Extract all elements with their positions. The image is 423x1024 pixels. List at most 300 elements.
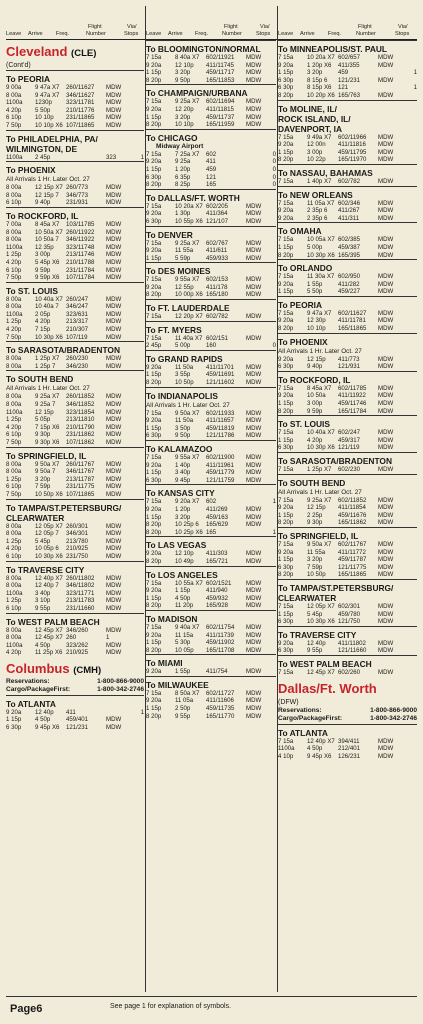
flight-row <box>6 92 144 100</box>
via-airport: MDW <box>246 550 262 558</box>
flight-number: 411/11802 <box>338 639 366 647</box>
leave-time: 8 20p <box>278 156 294 164</box>
flight-number: 260/301 <box>66 522 89 530</box>
arrive-time: 10 00p X6 <box>175 291 203 299</box>
flight-number: 459/11717 <box>206 69 235 77</box>
flight-row <box>6 575 144 583</box>
arrive-time: 10 30p X6 <box>307 251 335 259</box>
via-airport: MDW <box>246 61 262 69</box>
via-airport: MDW <box>378 548 394 556</box>
via-airport: MDW <box>106 545 122 553</box>
contact-phone: 1-800-342-2746 <box>370 715 417 722</box>
arrive-time: 3 40p <box>35 589 51 597</box>
via-airport: MDW <box>106 99 122 107</box>
leave-time: 4 20p <box>6 326 22 334</box>
header-number: Number <box>356 31 376 37</box>
arrive-time: 2 25p <box>307 511 323 519</box>
leave-time: 1 25p <box>6 537 22 545</box>
via-airport: MDW <box>106 582 122 590</box>
arrive-time: 2 35p 6 <box>307 214 328 222</box>
page-footer <box>6 996 417 1018</box>
arrive-time: 9 30p <box>307 519 323 527</box>
leave-time: 6 10p <box>6 266 22 274</box>
arrive-time: 10 50p <box>175 379 194 387</box>
leave-time: 1 15p <box>146 69 162 77</box>
arrive-time: 1 55p <box>307 280 323 288</box>
stops-count <box>404 429 417 437</box>
header-freq: Freq. <box>56 31 70 37</box>
arrive-time: 9 25a X7 <box>307 496 332 504</box>
flight-number: 411/11961 <box>206 461 234 469</box>
arrive-time: 9 50p <box>175 76 191 84</box>
arrive-time: 1 55p <box>175 668 191 676</box>
destination-heading: To KALAMAZOO <box>146 440 276 454</box>
header-col-1 <box>6 6 144 40</box>
stops-count <box>272 454 276 462</box>
flight-row <box>278 549 417 557</box>
leave-time: 1 15p <box>278 610 294 618</box>
destination-heading: To ST. LOUIS <box>278 415 417 429</box>
arrive-time: 7 59p <box>307 563 323 571</box>
arrive-time: 10 25p X6 <box>175 528 203 536</box>
arrive-time: 12 15p <box>307 504 326 512</box>
via-airport: MDW <box>106 483 122 491</box>
via-airport <box>246 342 272 350</box>
leave-time: 9 20a <box>146 210 162 218</box>
stops-count <box>404 134 417 142</box>
flight-number: 411/754 <box>206 668 228 676</box>
destination-heading: To MILWAUKEE <box>146 676 276 690</box>
leave-time: 8 00a <box>6 626 22 634</box>
via-airport: MDW <box>246 54 262 61</box>
flight-number: 459/11819 <box>206 424 235 432</box>
stops-count <box>272 647 276 655</box>
stops-count <box>132 184 144 192</box>
stops-count: 0 <box>272 342 276 350</box>
flight-row <box>146 587 276 595</box>
header-col-2 <box>146 6 276 40</box>
via-airport: MDW <box>378 429 394 437</box>
flight-row <box>146 417 276 425</box>
leave-time: 1 25p <box>6 318 22 326</box>
stops-count <box>272 62 276 70</box>
arrive-time: 11 50a <box>175 417 194 425</box>
stops-count: 1 <box>413 69 417 77</box>
flight-number: 459/11746 <box>338 400 367 408</box>
flight-number: 602/11627 <box>338 309 367 317</box>
stops-count <box>404 244 417 252</box>
arrive-time: 1 40p <box>175 461 191 469</box>
flight-row <box>278 400 417 408</box>
via-airport: MDW <box>246 587 262 595</box>
flight-row <box>278 669 417 677</box>
stops-count <box>132 439 144 447</box>
leave-time: 9 20a <box>146 247 162 255</box>
leave-time: 7 15a <box>146 276 162 284</box>
flight-number: 411/11854 <box>338 504 366 512</box>
stops-count <box>132 530 144 538</box>
destination-heading: To FT. LAUDERDALE <box>146 299 276 313</box>
flight-number: 323/631 <box>66 310 89 318</box>
flight-number: 210/11776 <box>66 106 95 114</box>
stops-count <box>404 400 417 408</box>
leave-time: 8 00a <box>6 362 22 370</box>
leave-time: 8 00a <box>6 91 22 99</box>
flight-row <box>146 514 276 522</box>
flight-number: 121/231 <box>338 76 361 84</box>
flight-number: 346/11627 <box>66 91 95 99</box>
flight-row <box>146 284 276 292</box>
arrive-time: 1 20p <box>175 505 191 513</box>
leave-time: 7 50p <box>6 121 22 129</box>
flight-number: 411/11745 <box>206 61 234 69</box>
stops-count <box>404 317 417 325</box>
via-airport: MDW <box>378 466 394 473</box>
arrive-time: 1 30p <box>175 210 191 218</box>
arrive-time: 3 00p <box>35 251 51 259</box>
stops-count <box>272 247 276 255</box>
via-airport: MDW <box>106 106 122 114</box>
via-airport: MDW <box>378 618 394 626</box>
stops-count <box>132 716 144 724</box>
via-airport: MDW <box>106 597 122 605</box>
via-airport: MDW <box>378 540 394 548</box>
header-via: Via/ <box>127 24 137 30</box>
flight-row <box>146 255 276 263</box>
arrive-time: 12 20p <box>175 105 194 113</box>
arrive-time: 8 15p 6 <box>307 76 328 84</box>
via-airport: MDW <box>246 476 262 484</box>
stops-count <box>272 462 276 470</box>
schedule-note: All Arrivals 1 Hr. Later Oct. 27 <box>278 488 362 496</box>
flight-number: 459/11735 <box>206 705 235 713</box>
flight-number: 165/721 <box>206 557 229 565</box>
leave-time: 6 30p <box>278 76 294 84</box>
flight-row <box>278 385 417 393</box>
flight-row <box>146 632 276 640</box>
contact-line <box>278 707 417 716</box>
contact-phone: 1-800-866-9000 <box>97 677 144 685</box>
via-airport: MDW <box>246 105 262 113</box>
arrive-time: 10 30p X6 <box>307 444 335 452</box>
destination-heading: To KANSAS CITY <box>146 484 276 498</box>
leave-time: 7 15a <box>146 454 162 461</box>
arrive-time: 10 50p X6 <box>35 490 63 498</box>
arrive-time: 9 47a X7 <box>35 84 60 91</box>
arrive-time: 9 55p <box>175 712 191 720</box>
destination-heading: To ATLANTA <box>6 695 144 709</box>
flight-row <box>278 497 417 505</box>
stops-count <box>132 99 144 107</box>
stops-count <box>272 364 276 372</box>
flight-number: 165/763 <box>338 91 361 99</box>
flight-row <box>278 541 417 549</box>
contact-phone: 1-800-342-2746 <box>97 686 144 694</box>
via-airport: MDW <box>106 574 122 582</box>
leave-time: 8 20p <box>278 325 294 333</box>
via-airport: MDW <box>378 610 394 618</box>
leave-time: 6 30p <box>146 173 162 181</box>
flight-row <box>146 371 276 379</box>
destination-heading: To PHOENIX <box>6 161 144 175</box>
via-airport <box>246 181 272 189</box>
via-airport: MDW <box>246 689 262 697</box>
flight-row <box>278 603 417 611</box>
stops-count: 0 <box>272 150 276 158</box>
arrive-time: 9 59p <box>35 266 51 274</box>
flight-row <box>6 154 144 162</box>
arrive-time: 10 30p X6 <box>35 552 63 560</box>
stops-count <box>132 363 144 371</box>
leave-time: 6 10p <box>6 604 22 612</box>
flight-number: 411/11772 <box>338 548 366 556</box>
arrive-time: 11 15a <box>175 631 194 639</box>
arrive-time: 9 40p <box>35 199 51 207</box>
flight-row <box>146 247 276 255</box>
stops-count <box>272 690 276 698</box>
flight-row <box>6 259 144 267</box>
header-leave: Leave <box>6 31 22 37</box>
via-airport: MDW <box>106 408 122 416</box>
via-airport: MDW <box>106 604 122 612</box>
stops-count <box>272 291 276 299</box>
header-via: Via/ <box>260 24 270 30</box>
origin-city-heading <box>6 44 144 61</box>
via-airport: MDW <box>106 258 122 266</box>
via-airport: MDW <box>246 469 262 477</box>
via-airport: MDW <box>106 475 122 483</box>
leave-time: 7 15a <box>278 540 294 548</box>
flight-number: 165 <box>206 181 217 189</box>
header-stops: Stops <box>256 31 271 37</box>
stops-count <box>272 595 276 603</box>
via-airport: MDW <box>106 228 122 236</box>
leave-time: 8 00a <box>6 228 22 236</box>
timetable-column-3 <box>278 40 417 992</box>
via-airport: MDW <box>378 243 394 251</box>
flight-number: 602/11754 <box>206 623 235 631</box>
flight-row <box>146 529 276 537</box>
leave-time: 7 00a <box>6 220 22 228</box>
flight-number: 602/11921 <box>206 54 235 61</box>
arrive-time: 12 05p X7 <box>35 522 63 530</box>
flight-number: 213/11787 <box>66 475 95 483</box>
leave-time: 1 15p <box>278 400 294 408</box>
leave-time: 7 15a <box>146 623 162 631</box>
flight-number: 459/932 <box>206 594 229 602</box>
stops-count <box>132 355 144 363</box>
flight-number: 165/180 <box>206 291 229 299</box>
header-arrive: Arrive <box>300 31 315 37</box>
leave-time: 9 20a <box>278 280 294 288</box>
destination-heading: To SARASOTA/BRADENTON <box>6 341 144 355</box>
stops-count <box>272 632 276 640</box>
arrive-time: 12 45p X7 <box>35 634 63 642</box>
origin-city-name: Columbus <box>6 660 70 676</box>
leave-time: 6 30p <box>278 647 294 655</box>
arrive-time: 9 47a X7 <box>35 91 60 99</box>
leave-time: 8 20p <box>146 712 162 720</box>
leave-time: 7 50p <box>6 333 22 341</box>
arrive-time: 12 10p <box>175 61 194 69</box>
airport-subheading: Midway Airport <box>156 142 204 150</box>
leave-time: 8 20p <box>146 521 162 529</box>
stops-count <box>272 587 276 595</box>
flight-number: 231/11865 <box>66 114 95 122</box>
stops-count <box>272 417 276 425</box>
leave-time: 7 15a <box>146 409 162 417</box>
flight-number: 260 <box>66 634 77 642</box>
via-airport: MDW <box>378 563 394 571</box>
flight-row <box>278 640 417 648</box>
flight-number: 411/940 <box>206 587 228 595</box>
leave-time: 1 25p <box>6 416 22 424</box>
flight-number: 459 <box>338 69 349 77</box>
stops-count <box>404 549 417 557</box>
via-airport: MDW <box>106 460 122 468</box>
flight-row <box>278 647 417 655</box>
stops-count <box>132 724 144 732</box>
flight-row <box>146 602 276 610</box>
leave-time: 9 20a <box>146 283 162 291</box>
flight-row <box>278 611 417 619</box>
stops-count <box>404 571 417 579</box>
flight-row <box>278 92 417 100</box>
flight-row <box>146 54 276 62</box>
destination-heading: To NEW ORLEANS <box>278 186 417 200</box>
leave-time: 6 30p <box>278 84 294 92</box>
timetable-column-1 <box>6 40 144 992</box>
stops-count <box>272 550 276 558</box>
arrive-time: 9 25a X7 <box>175 98 200 106</box>
stops-count <box>404 207 417 215</box>
via-airport <box>106 709 132 717</box>
stops-count <box>132 84 144 92</box>
via-airport: MDW <box>106 716 122 724</box>
leave-time: 7 15a <box>278 177 294 185</box>
leave-time: 6 30p <box>278 363 294 371</box>
flight-number: 602/1521 <box>206 579 232 587</box>
arrive-time: 4 50p <box>175 594 191 602</box>
arrive-time: 12 55p <box>175 283 194 291</box>
via-airport: MDW <box>246 334 262 342</box>
via-airport: MDW <box>246 594 262 602</box>
leave-time: 9 20a <box>6 708 22 716</box>
flight-number: 231/11784 <box>66 266 95 274</box>
flight-row <box>6 461 144 469</box>
via-airport <box>378 69 404 77</box>
flight-number: 323/11771 <box>66 589 95 597</box>
flight-number: 602/301 <box>338 602 361 610</box>
header-freq: Freq. <box>195 31 209 37</box>
stops-count <box>272 469 276 477</box>
flight-row <box>278 77 417 85</box>
arrive-time: 3 20p <box>35 475 51 483</box>
leave-time: 8 20p <box>146 602 162 610</box>
flight-number: 602/260 <box>338 668 361 676</box>
flight-row <box>6 468 144 476</box>
arrive-time: 4 50p <box>35 641 51 649</box>
flight-row <box>146 697 276 705</box>
via-airport: MDW <box>246 210 262 218</box>
header-stops: Stops <box>395 31 410 37</box>
via-airport: MDW <box>246 363 262 371</box>
leave-time: 8 20p <box>146 291 162 299</box>
destination-heading: To WEST PALM BEACH <box>6 613 144 627</box>
leave-time: 9 20a <box>278 548 294 556</box>
flight-number: 459/387 <box>338 243 361 251</box>
leave-time: 6 10p <box>6 431 22 439</box>
schedule-note: All Arrivals 1 Hr. Later Oct. 27 <box>146 401 230 409</box>
destination-heading: To TRAVERSE CITY <box>6 561 144 575</box>
via-airport: MDW <box>378 436 394 444</box>
flight-number: 121/750 <box>338 618 361 626</box>
flight-number: 346/773 <box>66 191 89 199</box>
destination-heading: To MADISON <box>146 610 276 624</box>
via-airport: MDW <box>246 602 262 610</box>
flight-row <box>278 134 417 142</box>
flight-number: 411/267 <box>338 207 360 215</box>
stops-count <box>272 255 276 263</box>
flight-row <box>278 504 417 512</box>
leave-time: 8 00a <box>6 303 22 311</box>
arrive-time: 5 45p X6 <box>35 258 60 266</box>
flight-number: 602/153 <box>206 276 229 284</box>
via-airport <box>378 84 404 92</box>
destination-heading: To ROCKFORD, IL <box>6 207 144 221</box>
header-flight: Flight <box>224 24 238 30</box>
destination-heading: To ATLANTA <box>278 724 417 738</box>
arrive-time: 9 50a X7 <box>307 540 332 548</box>
via-airport: MDW <box>106 251 122 259</box>
flight-row <box>146 151 276 159</box>
leave-time: 7 15a <box>146 150 162 158</box>
flight-number: 411/11701 <box>206 363 234 371</box>
via-airport: MDW <box>106 121 122 129</box>
leave-time: 1100a <box>6 310 23 318</box>
destination-heading: To BLOOMINGTON/NORMAL <box>146 40 276 54</box>
via-airport: MDW <box>246 313 262 321</box>
flight-row <box>278 149 417 157</box>
flight-number: 165 <box>206 528 217 536</box>
via-airport: MDW <box>378 496 394 504</box>
stops-count <box>404 556 417 564</box>
arrive-time: 1 25p X7 <box>307 466 332 473</box>
leave-time: 8 20p <box>278 251 294 259</box>
leave-time: 8 00a <box>6 522 22 530</box>
flight-number: 602/230 <box>338 466 361 473</box>
stops-count <box>404 618 417 626</box>
flight-row <box>146 469 276 477</box>
leave-time: 4 20p <box>6 258 22 266</box>
leave-time: 8 00a <box>6 191 22 199</box>
flight-number: 411/11815 <box>206 105 234 113</box>
flight-row <box>278 54 417 62</box>
arrive-time: 11 05a <box>175 697 194 705</box>
flight-row <box>146 690 276 698</box>
arrive-time: 1 20p <box>175 165 191 173</box>
via-airport: MDW <box>246 424 262 432</box>
via-airport: MDW <box>246 247 262 255</box>
arrive-time: 5 30p <box>175 639 191 647</box>
stops-count <box>404 310 417 318</box>
destination-heading: To NASSAU, BAHAMAS <box>278 164 417 178</box>
flight-number: 459 <box>206 165 217 173</box>
flight-row <box>6 318 144 326</box>
stops-count <box>272 558 276 566</box>
via-airport: MDW <box>246 513 262 521</box>
stops-count <box>404 466 417 474</box>
